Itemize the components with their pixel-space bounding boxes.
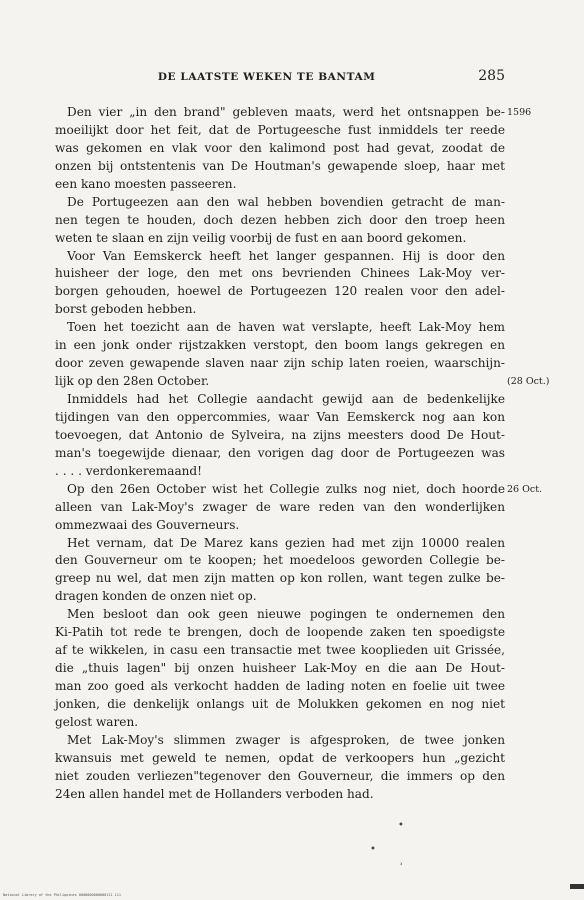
- running-title: DE LAATSTE WEKEN TE BANTAM: [157, 71, 376, 83]
- text-line: [55, 122, 505, 140]
- line-text: borst geboden hebben.: [55, 302, 197, 317]
- line-text: Den vier „in den brand" gebleven maats, werd het ontsnappen be-: [67, 105, 505, 119]
- line-text: onzen bij ontstentenis van De Houtman's gewapende sloep, haar met: [55, 158, 505, 173]
- line-text: kwansuis met geweld te nemen, opdat de verkoopers hun „gezicht: [55, 750, 505, 765]
- line-text: toevoegen, dat Antonio de Sylveira, na zijns meesters dood De Hout-: [55, 427, 505, 442]
- line-text: Op den 26en October wist het Collegie zulks nog niet, doch hoorde: [67, 481, 505, 496]
- text-line: [55, 248, 505, 266]
- text-line: [55, 194, 505, 212]
- margin-note: 1596: [507, 107, 532, 118]
- line-text: man zoo goed als verkocht hadden de lading noten en foelie uit twee: [55, 679, 505, 693]
- line-text: tijdingen van den oppercommies, waar Van Eemskerck nog aan kon: [55, 409, 505, 424]
- text-line: [55, 212, 505, 230]
- text-line: [55, 337, 505, 355]
- text-line: [55, 786, 505, 804]
- line-text: alleen van Lak-Moy's zwager de ware reden van den wonderlijken: [55, 499, 505, 514]
- line-text: dragen konden de onzen niet op.: [55, 589, 257, 604]
- text-line: [55, 588, 505, 606]
- text-line: [55, 606, 505, 624]
- text-line: [55, 696, 505, 714]
- line-text: gelost waren.: [55, 714, 139, 729]
- margin-note: (28 Oct.): [507, 376, 550, 388]
- line-text: moeilijkt door het feit, dat de Portugeesche fust inmiddels ter reede: [55, 122, 505, 137]
- text-line: [55, 768, 505, 786]
- line-text: Voor Van Eemskerck heeft het langer gespannen. Hij is door den: [67, 248, 505, 263]
- line-text: De Portugeezen aan den wal hebben bovendien getracht de man-: [67, 194, 505, 209]
- text-line: [55, 552, 505, 570]
- line-text: borgen gehouden, hoewel de Portugeezen 120 realen voor den adel-: [55, 284, 505, 299]
- text-line: [55, 104, 532, 122]
- text-line: [55, 463, 505, 481]
- line-text: ommezwaai des Gouverneurs.: [55, 517, 240, 532]
- text-line: [55, 176, 505, 194]
- text-line: [55, 481, 543, 499]
- speck-mark: •: [370, 844, 376, 855]
- line-text: man's toegewijde dienaar, den vorigen dag door de Portugeezen was: [55, 445, 505, 460]
- text-line: [55, 427, 505, 445]
- text-line: [55, 499, 505, 517]
- page-header: [55, 68, 505, 84]
- text-line: [55, 409, 505, 427]
- text-line: [55, 445, 505, 463]
- line-text: weten te slaan en zijn veilig voorbij de fust en aan boord gekomen.: [55, 230, 467, 245]
- line-text: lijk op den 28en October.: [55, 374, 210, 389]
- line-text: 24en allen handel met de Hollanders verboden had.: [55, 786, 374, 801]
- text-line: [55, 319, 505, 337]
- body-text: [55, 104, 550, 804]
- line-text: . . . . verdonkeremaand!: [55, 463, 203, 478]
- speck-mark: •: [398, 820, 404, 831]
- line-text: den Gouverneur om te koopen; het moedeloos geworden Collegie be-: [55, 553, 505, 568]
- text-line: [55, 624, 505, 642]
- text-line: [55, 391, 505, 409]
- line-text: Toen het toezicht aan de haven wat verslapte, heeft Lak-Moy hem: [67, 320, 505, 335]
- line-text: een kano moesten passeeren.: [55, 176, 237, 191]
- text-line: [55, 140, 505, 158]
- text-line: [55, 570, 505, 588]
- text-line: [55, 355, 505, 373]
- line-text: af te wikkelen, in casu een transactie met twee kooplieden uit Grissée,: [55, 643, 505, 658]
- text-line: [55, 750, 505, 768]
- text-line: [55, 660, 505, 678]
- line-text: Men besloot dan ook geen nieuwe pogingen te ondernemen den: [67, 607, 505, 622]
- text-line: [55, 158, 505, 176]
- text-line: [55, 535, 505, 553]
- margin-note: 26 Oct.: [507, 483, 543, 495]
- line-text: die „thuis lagen" bij onzen huisheer Lak-Moy en die aan De Hout-: [55, 661, 505, 676]
- line-text: was gekomen en vlak voor den kalimond post had gevat, zoodat de: [55, 140, 505, 155]
- text-line: [55, 301, 505, 319]
- library-stamp: National Library of the Philippines 0000000000000111 111: [3, 893, 122, 897]
- line-text: huisheer der loge, den met ons bevrienden Chinees Lak-Moy ver-: [55, 266, 505, 281]
- line-text: Het vernam, dat De Marez kans gezien had met zijn 10000 realen: [67, 535, 505, 550]
- text-line: [55, 517, 505, 535]
- text-line: [55, 373, 550, 391]
- line-text: in een jonk onder rijstzakken verstopt, den boom langs gekregen en: [55, 338, 505, 353]
- text-line: [55, 265, 505, 283]
- line-text: jonken, die denkelijk onlangs uit de Molukken gekomen en nog niet: [55, 696, 505, 711]
- line-text: nen tegen te houden, doch dezen hebben zich door den troep heen: [55, 212, 505, 227]
- text-line: [55, 714, 505, 732]
- line-text: niet zouden verliezen"tegenover den Gouverneur, die immers op den: [55, 768, 505, 783]
- edge-mark: [570, 884, 584, 889]
- text-line: [55, 230, 505, 248]
- line-text: Met Lak-Moy's slimmen zwager is afgesproken, de twee jonken: [67, 732, 505, 747]
- page-number: 285: [478, 68, 505, 84]
- line-text: greep nu wel, dat men zijn matten op kon rollen, want tegen zulke be-: [55, 571, 505, 586]
- text-line: [55, 678, 505, 696]
- speck-mark: ʾ: [400, 862, 404, 873]
- line-text: door zeven gewapende slaven naar zijn schip laten roeien, waarschijn-: [55, 356, 505, 371]
- line-text: Inmiddels had het Collegie aandacht gewijd aan de bedenkelijke: [67, 392, 505, 406]
- line-text: Ki-Patih tot rede te brengen, doch de loopende zaken ten spoedigste: [55, 625, 505, 640]
- text-line: [55, 642, 505, 660]
- text-line: [55, 283, 505, 301]
- text-line: [55, 732, 505, 750]
